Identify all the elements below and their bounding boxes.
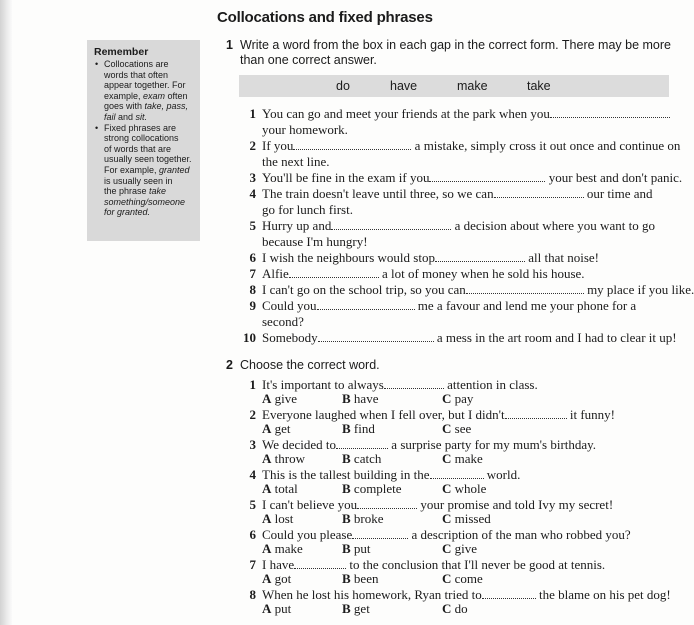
question-number: 1 (249, 106, 256, 121)
remember-line: example, exam often (104, 90, 188, 101)
question-text (262, 106, 670, 122)
question-number: 3 (249, 170, 256, 185)
question-row (238, 437, 668, 467)
question-text-after-gap: a decision about where you want to go (451, 218, 655, 233)
question-text-before-gap: You'll be fine in the exam if you (262, 170, 430, 185)
remember-line: Collocations are (104, 59, 169, 69)
question-number: 8 (249, 282, 256, 297)
answer-option-c[interactable]: C see (442, 421, 472, 436)
question-text-before-gap: Everyone laughed when I fell over, but I didn't (262, 407, 505, 422)
answer-option-b[interactable]: B have (342, 391, 379, 406)
answer-option-a[interactable]: A make (262, 541, 303, 556)
question-text-after-gap: a description of the man who robbed you? (408, 527, 631, 542)
question-number: 6 (249, 527, 256, 542)
answer-gap[interactable] (466, 283, 584, 294)
answer-gap[interactable] (430, 468, 484, 479)
question-text-before-gap: I wish the neighbours would stop (262, 250, 435, 265)
question-text-before-gap: You can go and meet your friends at the park when you (262, 106, 550, 121)
answer-option-a[interactable]: A total (262, 481, 298, 496)
question-row (238, 557, 668, 587)
answer-option-b[interactable]: B complete (342, 481, 402, 496)
question-row (238, 467, 668, 497)
question-text (262, 218, 655, 234)
question-row (238, 330, 677, 346)
exercise-1-instruction-line-1: Write a word from the box in each gap in the correct form. There may be more (240, 38, 671, 52)
question-text-before-gap: I can't believe you (262, 497, 358, 512)
remember-line: usually seen together. (104, 154, 192, 165)
answer-option-b[interactable]: B catch (342, 451, 382, 466)
answer-option-c[interactable]: C do (442, 601, 468, 616)
answer-option-b[interactable]: B get (342, 601, 370, 616)
question-text-before-gap: If you (262, 138, 294, 153)
answer-gap[interactable] (494, 187, 584, 198)
answer-gap[interactable] (505, 408, 567, 419)
answer-gap[interactable] (435, 251, 525, 262)
answer-gap[interactable] (482, 588, 536, 599)
question-text-after-gap: my place if you like. (583, 282, 694, 297)
answer-gap[interactable] (352, 528, 408, 539)
question-text-after-gap: a surprise party for my mum's birthday. (388, 437, 597, 452)
remember-line: is usually seen in (104, 175, 173, 186)
question-number: 6 (249, 250, 256, 265)
remember-line: something/someone (104, 196, 186, 207)
question-text-before-gap: Could you please (262, 527, 353, 542)
box-word: take (527, 79, 551, 93)
question-text-before-gap: Somebody (262, 330, 318, 345)
question-number: 2 (249, 407, 256, 422)
answer-option-c[interactable]: C come (442, 571, 483, 586)
question-text-before-gap: Alfie (262, 266, 289, 281)
question-text-after-gap: a mistake, simply cross it out once and continue on (411, 138, 681, 153)
question-text-after-gap: me a favour and lend me your phone for a (414, 298, 637, 313)
question-number: 1 (249, 377, 256, 392)
question-number: 2 (249, 138, 256, 153)
question-row (238, 298, 668, 330)
question-number: 7 (249, 266, 256, 281)
question-text-before-gap: We decided to (262, 437, 337, 452)
answer-option-a[interactable]: A get (262, 421, 291, 436)
remember-line: For example, granted (104, 164, 190, 175)
question-text-after-gap: a lot of money when he sold his house. (378, 266, 585, 281)
question-row (238, 377, 668, 407)
question-text-after-gap: it funny! (566, 407, 615, 422)
question-row (238, 587, 671, 617)
answer-gap[interactable] (384, 378, 444, 389)
answer-gap[interactable] (336, 438, 388, 449)
remember-line: strong collocations (104, 133, 179, 144)
question-text (262, 437, 596, 453)
box-word: have (390, 79, 418, 93)
question-text-after-gap: attention in class. (443, 377, 538, 392)
question-text-before-gap: This is the tallest building in the (262, 467, 430, 482)
question-number: 9 (249, 298, 256, 313)
answer-gap[interactable] (317, 299, 415, 310)
question-text-before-gap: The train doesn't leave until three, so we can (262, 186, 494, 201)
bullet-icon: • (95, 122, 99, 133)
word-box (239, 75, 669, 97)
remember-title: Remember (94, 46, 149, 58)
question-number: 3 (249, 437, 256, 452)
answer-gap[interactable] (550, 107, 670, 118)
question-row (238, 250, 668, 266)
answer-gap[interactable] (357, 498, 417, 509)
answer-option-c[interactable]: C pay (442, 391, 474, 406)
question-number: 8 (249, 587, 256, 602)
answer-option-a[interactable]: A give (262, 391, 298, 406)
question-number: 5 (249, 218, 256, 233)
question-text (262, 138, 680, 154)
remember-line: fail and sit. (104, 111, 148, 122)
answer-option-b[interactable]: B been (342, 571, 379, 586)
answer-option-b[interactable]: B put (342, 541, 371, 556)
exercise-1-number: 1 (226, 38, 233, 52)
page-title: Collocations and fixed phrases (217, 9, 433, 26)
question-number: 4 (249, 186, 256, 201)
answer-option-a[interactable]: A put (262, 601, 292, 616)
question-row (238, 527, 668, 557)
answer-gap[interactable] (318, 331, 434, 342)
answer-option-b[interactable]: B find (342, 421, 375, 436)
question-text (262, 330, 677, 346)
box-word: make (457, 79, 488, 93)
answer-gap[interactable] (429, 171, 545, 182)
question-row (238, 138, 681, 170)
question-number: 5 (249, 497, 256, 512)
question-text-before-gap: Could you (262, 298, 317, 313)
question-text-before-gap: I can't go on the school trip, so you can (262, 282, 466, 297)
answer-option-b[interactable]: B broke (342, 511, 384, 526)
question-text-continued: the next line. (262, 154, 330, 169)
question-row (238, 497, 668, 527)
answer-option-c[interactable]: C give (442, 541, 478, 556)
question-row (238, 170, 683, 186)
question-text-after-gap: your best and don't panic. (545, 170, 683, 185)
question-text-after-gap: your promise and told Ivy my secret! (417, 497, 614, 512)
question-text-before-gap: When he lost his homework, Ryan tried to (262, 587, 482, 602)
question-text-before-gap: I have (262, 557, 295, 572)
question-text (262, 282, 694, 298)
answer-option-a[interactable]: A lost (262, 511, 294, 526)
question-text (262, 407, 615, 423)
question-text-continued: second? (262, 314, 304, 329)
answer-option-c[interactable]: C whole (442, 481, 487, 496)
question-text-before-gap: Hurry up and (262, 218, 332, 233)
question-number: 7 (249, 557, 256, 572)
answer-option-c[interactable]: C make (442, 451, 483, 466)
remember-line: of words that are (104, 143, 172, 154)
answer-option-a[interactable]: A throw (262, 451, 305, 466)
answer-option-a[interactable]: A got (262, 571, 292, 586)
question-text-continued: go for lunch first. (262, 202, 353, 217)
remember-line: Fixed phrases are (104, 122, 177, 133)
remember-box (87, 40, 200, 241)
question-text-continued: because I'm hungry! (262, 234, 368, 249)
answer-option-c[interactable]: C missed (442, 511, 491, 526)
question-text-continued: your homework. (262, 122, 348, 137)
answer-gap[interactable] (293, 139, 411, 150)
question-row (238, 218, 668, 250)
answer-gap[interactable] (331, 219, 451, 230)
question-text-after-gap: our time and (583, 186, 653, 201)
question-row (238, 282, 694, 298)
remember-line: goes with take, pass, (104, 101, 189, 112)
question-row (238, 407, 668, 437)
question-text (262, 170, 682, 186)
remember-item (94, 59, 196, 123)
question-row (238, 186, 668, 218)
question-text-after-gap: the blame on his pet dog! (535, 587, 671, 602)
exercise-1-instruction-line-2: than one correct answer. (240, 53, 377, 67)
bullet-icon: • (95, 59, 99, 69)
question-text-after-gap: all that noise! (524, 250, 599, 265)
remember-line: words that often (104, 69, 169, 80)
question-text-after-gap: a mess in the art room and I had to clear it up! (433, 330, 677, 345)
question-text (262, 186, 653, 202)
remember-line: the phrase take (104, 186, 167, 197)
question-text (262, 557, 605, 573)
question-number: 10 (243, 330, 256, 345)
question-text (262, 298, 636, 314)
question-text-before-gap: It's important to always (262, 377, 384, 392)
remember-list (94, 59, 196, 218)
question-row (238, 266, 668, 282)
exercise-2-instruction: Choose the correct word. (240, 358, 380, 372)
question-number: 4 (249, 467, 256, 482)
question-text (262, 377, 538, 393)
answer-gap[interactable] (294, 558, 346, 569)
exercise-2-number: 2 (226, 358, 233, 372)
answer-gap[interactable] (289, 267, 379, 278)
page-spine-shadow (0, 0, 12, 625)
remember-line: for granted. (104, 207, 151, 218)
question-text (262, 266, 585, 282)
question-text (262, 497, 613, 513)
box-word: do (336, 79, 350, 93)
question-text (262, 250, 599, 266)
remember-line: appear together. For (104, 80, 186, 91)
question-row (238, 106, 668, 138)
question-text-after-gap: to the conclusion that I'll never be good at tennis. (346, 557, 606, 572)
remember-item (94, 123, 196, 218)
question-text-after-gap: world. (483, 467, 521, 482)
